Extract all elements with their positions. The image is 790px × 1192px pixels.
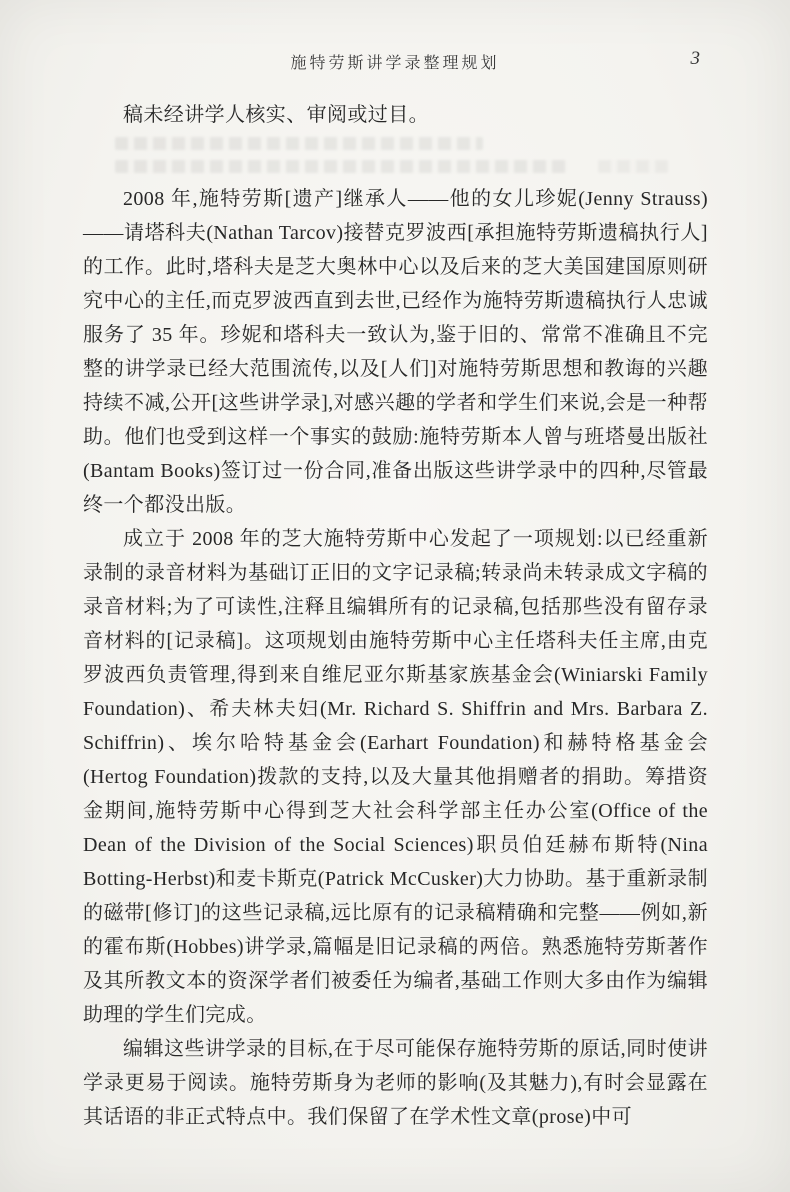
bleed-through-line bbox=[115, 137, 483, 150]
bleed-through-line bbox=[115, 160, 567, 173]
paragraph-continuation: 稿未经讲学人核实、审阅或过目。 bbox=[123, 104, 429, 126]
paragraph-editing-goal: 编辑这些讲学录的目标,在于尽可能保存施特劳斯的原话,同时使讲学录更易于阅读。施特劳斯身为老师的影响(及其魅力),有时会显露在其话语的非正式特点中。我们保留了在学术性文章(prose)中可 bbox=[83, 1038, 708, 1128]
body-text bbox=[83, 98, 708, 1134]
paragraph-2008-succession: 2008 年,施特劳斯[遗产]继承人——他的女儿珍妮(Jenny Strauss)——请塔科夫(Nathan Tarcov)接替克罗波西[承担施特劳斯遗稿执行人]的工作。此时,塔科夫是芝大奥林中心以及后来的芝大美国建国原则研究中心的主任,而克罗波西直到去世,已经作为施特劳斯遗稿执行人忠诚服务了 35 年。珍妮和塔科夫一致认为,鉴于旧的、常常不准确且不完整的讲学录已经大范围流传,以及[人们]对施特劳斯思想和教诲的兴趣持续不减,公开[这些讲学录],对感兴趣的学者和学生们来说,会是一种帮助。他们也受到这样一个事实的鼓励:施特劳斯本人曾与班塔曼出版社(Bantam Books)签订过一份合同,准备出版这些讲学录中的四种,尽管最终一个都没出版。 bbox=[83, 188, 708, 516]
bleed-through-line bbox=[598, 160, 668, 173]
paragraph-strauss-center-project: 成立于 2008 年的芝大施特劳斯中心发起了一项规划:以已经重新录制的录音材料为基础订正旧的文字记录稿;转录尚未转录成文字稿的录音材料;为了可读性,注释且编辑所有的记录稿,包括那些没有留存录音材料的[记录稿]。这项规划由施特劳斯中心主任塔科夫任主席,由克罗波西负责管理,得到来自维尼亚尔斯基家族基金会(Winiarski Family Foundation)、希夫林夫妇(Mr. Richard S. Shiffrin and Mrs. Barbara Z. Schiffrin)、埃尔哈特基金会(Earhart Foundation)和赫特格基金会(Hertog Foundation)拨款的支持,以及大量其他捐赠者的捐助。筹措资金期间,施特劳斯中心得到芝大社会科学部主任办公室(Office of the Dean of the Division of the Social Sciences)职员伯廷赫布斯特(Nina Botting-Herbst)和麦卡斯克(Patrick McCusker)大力协助。基于重新录制的磁带[修订]的这些记录稿,远比原有的记录稿精确和完整——例如,新的霍布斯(Hobbes)讲学录,篇幅是旧记录稿的两倍。熟悉施特劳斯著作及其所教文本的资深学者们被委任为编者,基础工作则大多由作为编辑助理的学生们完成。 bbox=[83, 528, 708, 1026]
ink-bleed-artifact bbox=[83, 134, 708, 180]
page-number: 3 bbox=[690, 48, 700, 69]
running-head bbox=[0, 50, 790, 76]
running-title: 施特劳斯讲学录整理规划 bbox=[290, 55, 500, 72]
